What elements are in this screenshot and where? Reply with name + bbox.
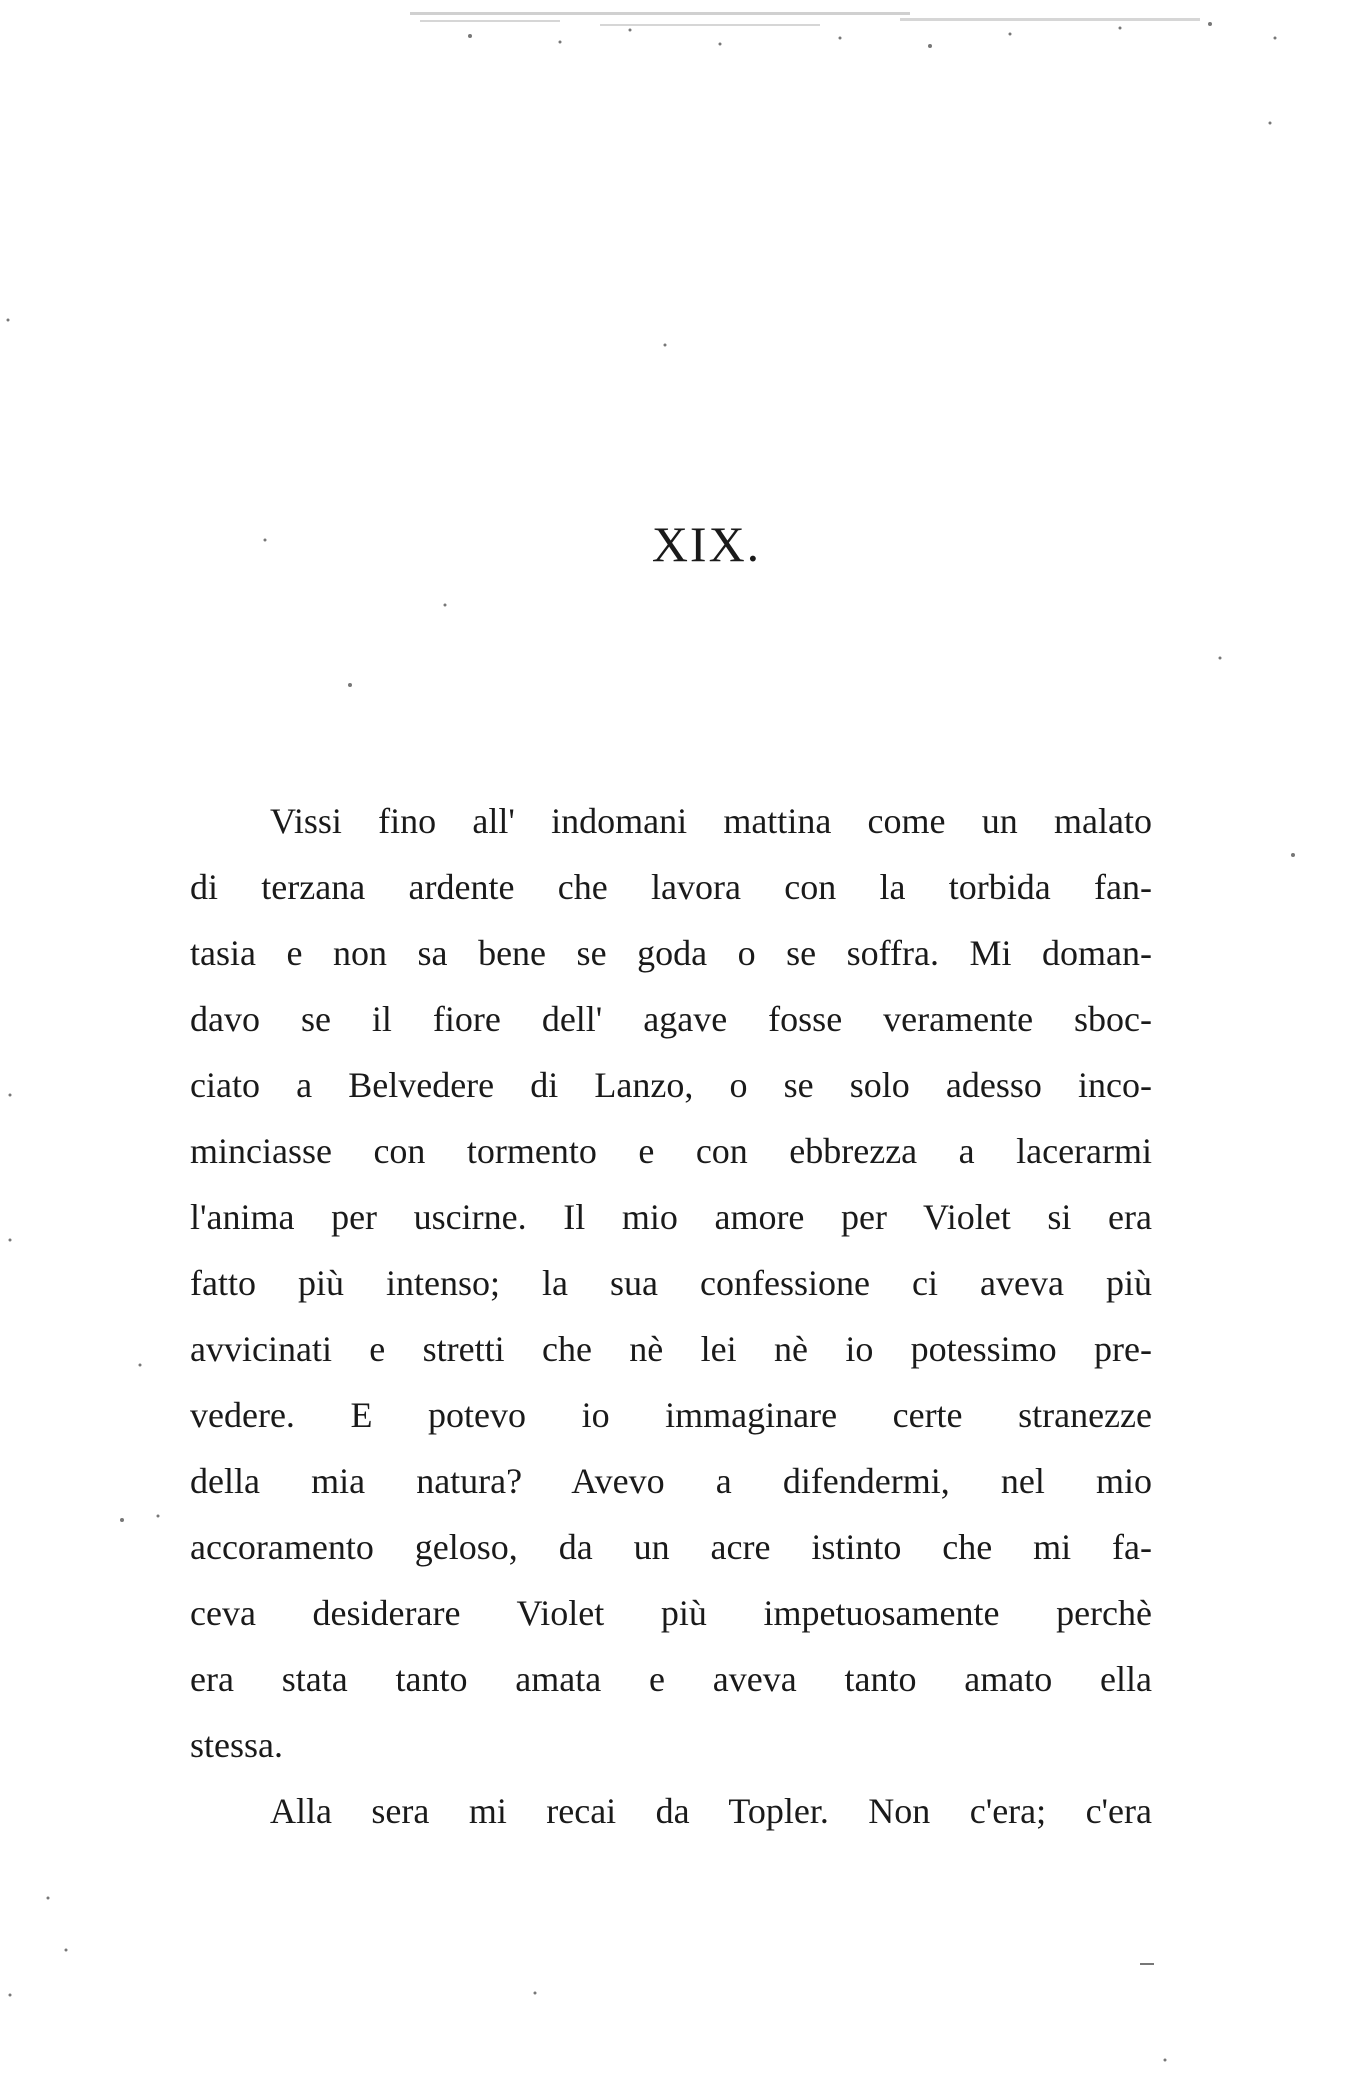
text-line: Alla sera mi recai da Topler. Non c'era; c'era [270,1791,1152,1831]
paragraph-2 [190,1778,1152,1844]
text-line: davo se il fiore dell' agave fosse veramente sboc- [190,999,1152,1039]
text-line: era stata tanto amata e aveva tanto amato ella [190,1659,1152,1699]
text-line: stessa. [190,1725,283,1765]
chapter-heading [0,515,1355,573]
text-line: della mia natura? Avevo a difendermi, nel mio [190,1461,1152,1501]
text-line: vedere. E potevo io immaginare certe stranezze [190,1395,1152,1435]
text-line: accoramento geloso, da un acre istinto che mi fa- [190,1527,1152,1567]
body-text [190,788,1152,1844]
text-line: l'anima per uscirne. Il mio amore per Violet si era [190,1197,1152,1237]
text-line: fatto più intenso; la sua confessione ci aveva più [190,1263,1152,1303]
paragraph-1 [190,788,1152,1778]
text-line: ciato a Belvedere di Lanzo, o se solo adesso inco- [190,1065,1152,1105]
text-line: minciasse con tormento e con ebbrezza a lacerarmi [190,1131,1152,1171]
chapter-number: XIX. [651,516,762,572]
text-line: di terzana ardente che lavora con la torbida fan- [190,867,1152,907]
text-line: avvicinati e stretti che nè lei nè io potessimo pre- [190,1329,1152,1369]
text-line: ceva desiderare Violet più impetuosamente perchè [190,1593,1152,1633]
text-line: Vissi fino all' indomani mattina come un malato [270,801,1152,841]
text-line: tasia e non sa bene se goda o se soffra. Mi doman- [190,933,1152,973]
